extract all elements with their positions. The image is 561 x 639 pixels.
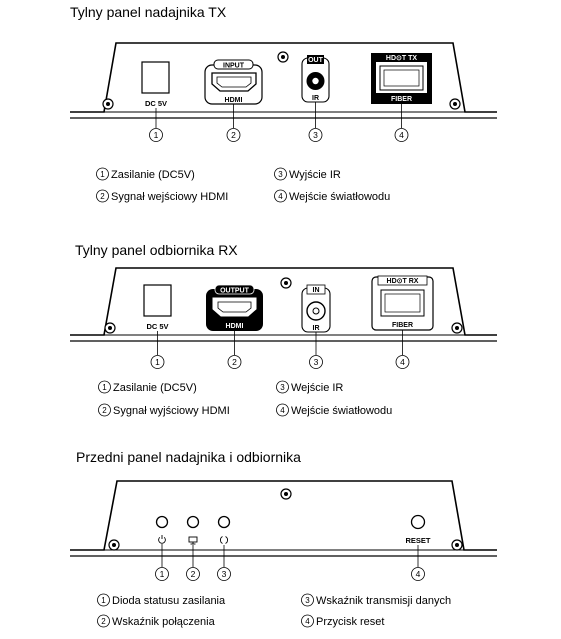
legend-text: Wskaźnik transmisji danych [316, 595, 452, 607]
legend-number: 4 [280, 406, 285, 415]
marker-number: 2 [232, 357, 237, 367]
ir-top-label: IN [312, 287, 320, 294]
legend-number: 3 [305, 596, 310, 605]
legend-number: 2 [100, 192, 105, 201]
fiber-top-label: HD⊙T TX [385, 55, 418, 62]
fiber-top-label: HD⊙T RX [386, 278, 419, 285]
ir-bottom-label: IR [312, 325, 320, 332]
legend-text: Dioda statusu zasilania [112, 595, 226, 607]
legend-text: Wskaźnik połączenia [112, 616, 215, 628]
reset-label: RESET [405, 536, 431, 545]
hdmi-bottom-label: HDMI [224, 97, 243, 104]
legend-text: Sygnał wyjściowy HDMI [113, 405, 230, 417]
legend-number: 1 [101, 596, 106, 605]
section-title-front: Przedni panel nadajnika i odbiornika [76, 449, 301, 465]
legend-number: 2 [102, 406, 107, 415]
legend-number: 4 [305, 617, 310, 626]
fiber-bottom-label: FIBER [391, 96, 412, 103]
marker-number: 3 [221, 569, 227, 579]
link-led [188, 517, 199, 528]
legend-number: 3 [278, 170, 283, 179]
section-title-rx: Tylny panel odbiornika RX [75, 242, 238, 258]
dc-label: DC 5V [144, 99, 168, 108]
legend-number: 1 [102, 383, 107, 392]
legend-text: Zasilanie (DC5V) [113, 382, 197, 394]
legend-text: Wyjście IR [289, 169, 341, 181]
dc-power-port [144, 285, 171, 316]
marker-number: 1 [155, 357, 160, 367]
legend-text: Wejście światłowodu [291, 405, 393, 417]
data-transfer-icon [220, 537, 227, 544]
hdmi-top-label: OUTPUT [220, 287, 249, 295]
legend-text: Sygnał wejściowy HDMI [111, 191, 229, 203]
marker-number: 4 [399, 130, 404, 140]
link-icon [189, 537, 197, 544]
ir-bottom-label: IR [312, 95, 319, 102]
legend-number: 2 [101, 617, 106, 626]
legend-number: 1 [100, 170, 105, 179]
marker-number: 3 [313, 130, 318, 140]
ir-top-label: OUT [308, 57, 323, 64]
legend-number: 3 [280, 383, 285, 392]
dc-power-port [142, 62, 169, 93]
hdmi-port-icon [212, 73, 256, 91]
data-led [219, 517, 230, 528]
hdmi-top-label: INPUT [223, 62, 244, 70]
legend-text: Wejście światłowodu [289, 191, 391, 203]
marker-number: 2 [190, 569, 196, 579]
fiber-bottom-label: FIBER [392, 322, 413, 329]
legend-number: 4 [278, 192, 283, 201]
reset-button[interactable] [412, 516, 425, 529]
legend-text: Zasilanie (DC5V) [111, 169, 195, 181]
fiber-port-icon [380, 66, 423, 90]
marker-number: 3 [313, 357, 319, 367]
section-title-tx: Tylny panel nadajnika TX [70, 4, 227, 20]
hdmi-bottom-label: HDMI [225, 323, 244, 330]
marker-number: 1 [153, 130, 159, 140]
marker-number: 1 [159, 569, 165, 579]
dc-label: DC 5V [146, 322, 169, 331]
power-icon [159, 535, 166, 543]
legend-text: Przycisk reset [316, 616, 385, 628]
marker-number: 2 [231, 130, 236, 140]
marker-number: 4 [400, 357, 405, 367]
hdmi-port-icon [213, 298, 256, 316]
legend-text: Wejście IR [291, 382, 344, 394]
power-led [157, 517, 168, 528]
marker-number: 4 [415, 569, 421, 579]
